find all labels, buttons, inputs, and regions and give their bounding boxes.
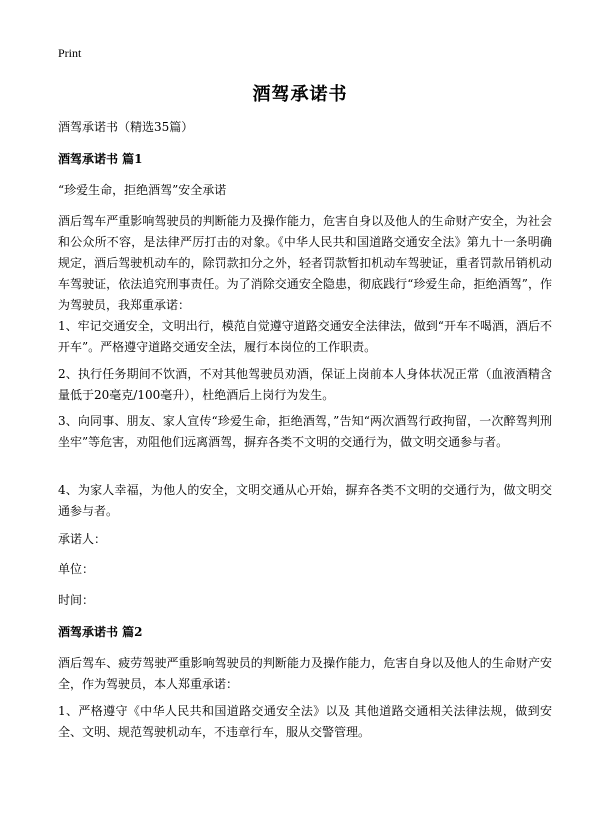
signature-unit: 单位： (58, 562, 95, 576)
section-2-item-1: 1、严格遵守《中华人民共和国道路交通安全法》以及 其他道路交通相关法律法规，做到安全、文明、规范驾驶机动车，不违章行车，服从交警管理。 (58, 704, 552, 739)
document-title: 酒驾承诺书 (252, 84, 348, 105)
section-1-intro: 酒后驾车严重影响驾驶员的判断能力及操作能力，危害自身以及他人的生命财产安全，为社会和公众所不容，是法律严厉打击的对象。《中华人民共和国道路交通安全法》第九十一条明确规定，酒后驾驶机动车的，除罚款扣分之外，轻者罚款暂扣机动车驾驶证，重者罚款吊销机动车驾驶证，依法追究刑事责任。为了消除交通安全隐患，彻底践行“珍爱生命，拒绝酒驾”，作为驾驶员，我郑重承诺： (58, 214, 552, 312)
section-1-item-2: 2、执行任务期间不饮酒，不对其他驾驶员劝酒，保证上岗前本人身体状况正常（血液酒精含量低于20毫克/100毫升），杜绝酒后上岗行为发生。 (58, 367, 552, 402)
signature-time: 时间： (58, 593, 95, 607)
section-1-item-3: 3、向同事、朋友、家人宣传“珍爱生命，拒绝酒驾，”告知“两次酒驾行政拘留，一次醉驾判刑坐牢”等危害，劝阻他们远离酒驾，摒弃各类不文明的交通行为，做文明交通参与者。 (58, 414, 552, 449)
document-subtitle: 酒驾承诺书（精选35篇） (58, 120, 194, 134)
signature-promiser: 承诺人： (58, 532, 107, 546)
section-1-heading: 酒驾承诺书 篇1 (58, 152, 143, 166)
section-2-heading: 酒驾承诺书 篇2 (58, 625, 143, 639)
section-1-slogan: “珍爱生命，拒绝酒驾”安全承诺 (58, 183, 227, 197)
section-1-item-1: 1、牢记交通安全，文明出行，模范自觉遵守道路交通安全法律法，做到“开车不喝酒，酒后不开车”。严格遵守道路交通安全法，履行本岗位的工作职责。 (58, 319, 552, 354)
section-2-intro: 酒后驾车、疲劳驾驶严重影响驾驶员的判断能力及操作能力，危害自身以及他人的生命财产安全，作为驾驶员，本人郑重承诺： (58, 656, 552, 691)
print-label[interactable]: Print (58, 46, 82, 60)
section-1-item-4: 4、为家人幸福，为他人的安全，文明交通从心开始，摒弃各类不文明的交通行为，做文明交通参与者。 (58, 483, 552, 518)
